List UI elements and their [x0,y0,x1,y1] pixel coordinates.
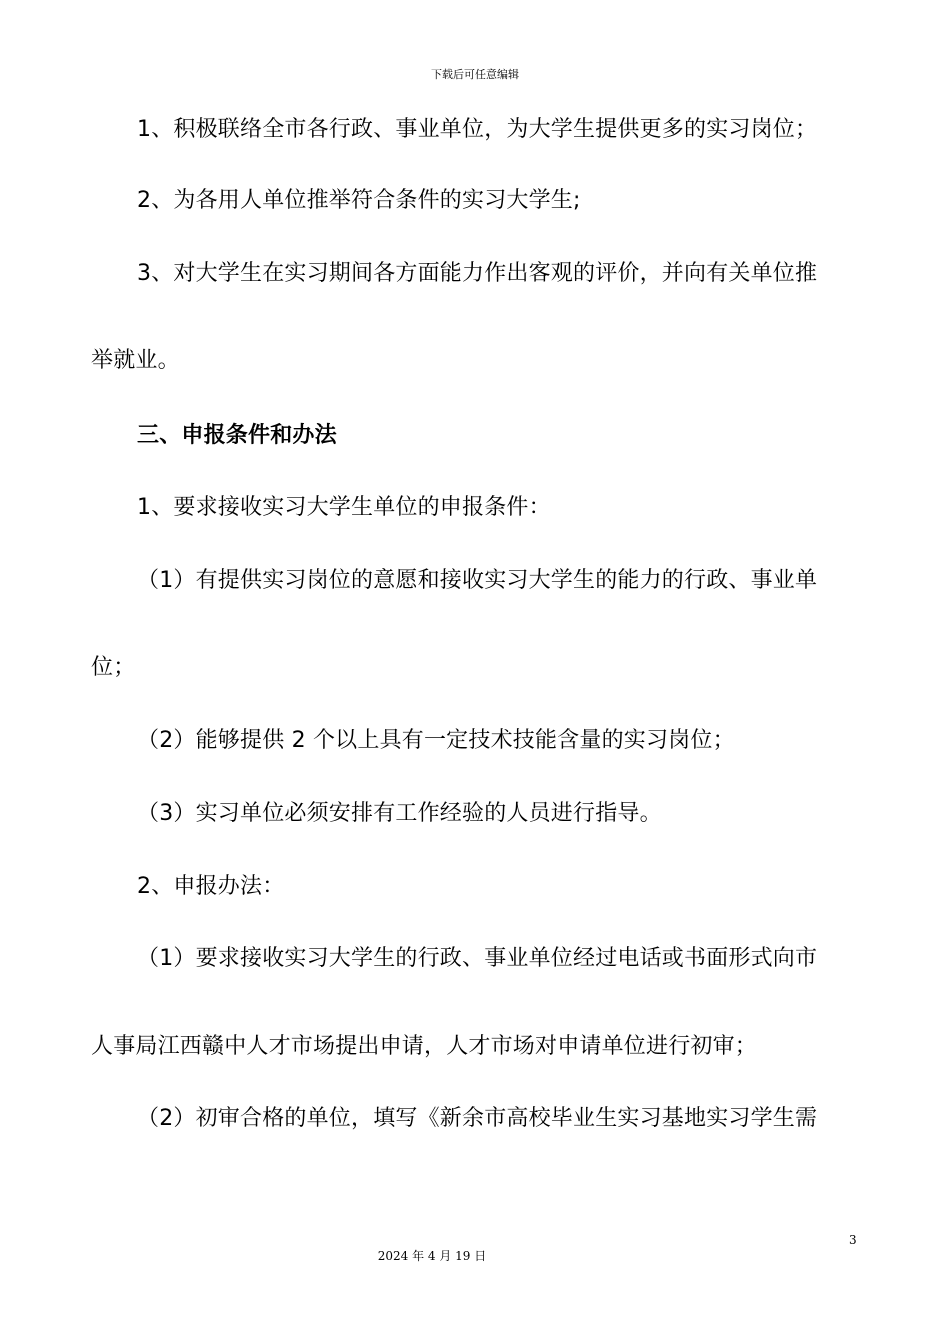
section-heading: 三、申报条件和办法 [137,423,337,448]
paragraph-line: （1）要求接收实习大学生的行政、事业单位经过电话或书面形式向市 [137,946,818,971]
paragraph-line: 2、为各用人单位推举符合条件的实习大学生; [137,188,581,213]
page-number: 3 [849,1233,857,1247]
paragraph-line: （3）实习单位必须安排有工作经验的人员进行指导。 [137,801,662,826]
footer-date: 2024 年 4 月 19 日 [377,1249,487,1263]
paragraph-line: 3、对大学生在实习期间各方面能力作出客观的评价，并向有关单位推 [137,261,818,286]
page-header: 下载后可任意编辑 [431,68,519,81]
paragraph-line: 1、要求接收实习大学生单位的申报条件： [137,495,551,520]
paragraph-line: 人事局江西赣中人才市场提出申请，人才市场对申请单位进行初审； [91,1034,758,1059]
paragraph-line: （2）初审合格的单位，填写《新余市高校毕业生实习基地实习学生需 [137,1106,818,1131]
paragraph-line: 位； [91,655,136,680]
paragraph-line: 1、积极联络全市各行政、事业单位，为大学生提供更多的实习岗位； [137,117,818,142]
paragraph-line: 2、申报办法： [137,874,285,899]
paragraph-line: （2）能够提供 2 个以上具有一定技术技能含量的实习岗位； [137,728,735,753]
paragraph-line: （1）有提供实习岗位的意愿和接收实习大学生的能力的行政、事业单 [137,568,818,593]
paragraph-line: 举就业。 [91,348,180,373]
